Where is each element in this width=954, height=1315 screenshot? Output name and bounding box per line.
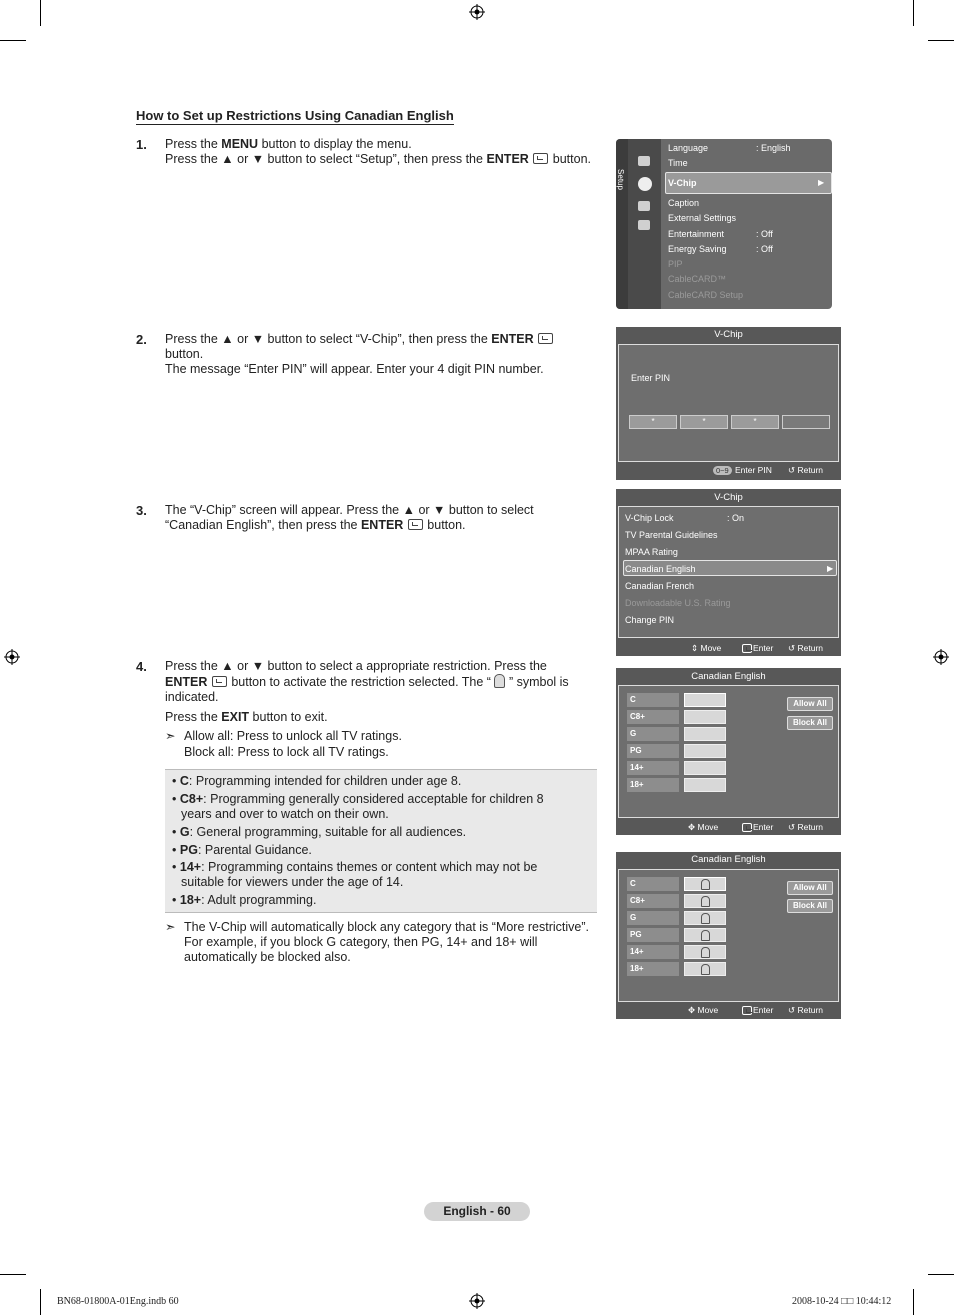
rating-lock-cell[interactable] [684, 778, 726, 792]
pin-digit-4[interactable] [782, 415, 830, 429]
text: Press the ▲ or ▼ button to select a appropriate restriction. Press the [165, 659, 547, 673]
input-icon [638, 201, 650, 211]
rating-lock-cell[interactable] [684, 877, 726, 891]
pin-panel [618, 344, 839, 462]
rating-lock-cell[interactable] [684, 761, 726, 775]
registration-mark-icon [469, 1293, 485, 1309]
enter-icon [533, 153, 548, 164]
vchip-lock-item[interactable]: V-Chip Lock [625, 513, 674, 523]
list-item [172, 825, 572, 840]
block-all-button[interactable]: Block All [787, 716, 833, 730]
rating-desc: : Programming generally considered acceptable for children 8 [203, 792, 544, 806]
enter-icon [742, 823, 752, 832]
menu-value-entertainment: : Off [756, 229, 773, 239]
allow-all-button[interactable]: Allow All [787, 697, 833, 711]
allow-all-button[interactable]: Allow All [787, 881, 833, 895]
text: button. [549, 152, 591, 166]
side-bar [616, 139, 628, 309]
menu-item-entertainment[interactable]: Entertainment [668, 229, 725, 239]
rating-lock-cell[interactable] [684, 962, 726, 976]
canadian-english-screen-unlocked [616, 668, 841, 835]
menu-item-language[interactable]: Language [668, 143, 709, 153]
footer-return[interactable]: ↺ Return [788, 643, 823, 653]
footer-return[interactable]: ↺ Return [788, 465, 823, 475]
footer-enter-pin: Enter PIN [735, 465, 772, 475]
rating-lock-cell[interactable] [684, 911, 726, 925]
text: button. [165, 347, 204, 361]
menu-item-external-settings[interactable]: External Settings [668, 213, 737, 223]
change-pin-item[interactable]: Change PIN [625, 615, 675, 625]
canadian-french-item[interactable]: Canadian French [625, 581, 695, 591]
chevron-right-icon: ▶ [818, 178, 825, 187]
rating-label: 14+ [627, 945, 679, 959]
rating-label: 18+ [627, 962, 679, 976]
key-name: ENTER [486, 152, 529, 166]
rating-desc: : Parental Guidance. [197, 843, 312, 857]
enter-icon [742, 1006, 752, 1015]
rating-label: PG [627, 744, 679, 758]
pin-digit-1[interactable]: * [629, 415, 677, 429]
pin-digit-3[interactable]: * [731, 415, 779, 429]
rating-label: 18+ [627, 778, 679, 792]
rating-label: PG [627, 928, 679, 942]
menu-item-energy-saving[interactable]: Energy Saving [668, 244, 727, 254]
note-auto-block [184, 920, 609, 965]
tv-parental-guidelines-item[interactable]: TV Parental Guidelines [625, 530, 718, 540]
footer-return[interactable]: ↺ Return [788, 822, 823, 832]
enter-icon [212, 676, 227, 687]
menu-item-pip: PIP [668, 259, 683, 269]
step-number: 3. [136, 503, 147, 518]
note-arrow-icon: ➣ [165, 729, 176, 743]
setup-gear-icon [638, 177, 652, 191]
picture-icon [638, 156, 650, 166]
list-item-cont: suitable for viewers under the age of 14. [181, 875, 404, 889]
crop-mark [913, 0, 914, 26]
vchip-pin-screen [616, 327, 841, 480]
list-item [172, 792, 572, 807]
note-allow-all: Allow all: Press to unlock all TV ratings. [184, 729, 402, 743]
footer-move: ⇕ Move [691, 643, 722, 653]
vchip-panel [618, 506, 839, 638]
note-arrow-icon: ➣ [165, 920, 176, 934]
text: The “V-Chip” screen will appear. Press the ▲ or ▼ button to select [165, 503, 534, 517]
side-icons [628, 139, 661, 309]
list-item [172, 893, 572, 908]
step-1-text [165, 137, 610, 167]
footer-move: ✥ Move [688, 822, 719, 832]
registration-mark-icon [933, 649, 949, 665]
enter-icon [742, 644, 752, 653]
number-key-icon: 0~9 [713, 466, 732, 475]
rating-lock-cell[interactable] [684, 894, 726, 908]
step-number: 1. [136, 137, 147, 152]
step-4-text [165, 659, 610, 725]
text: button to exit. [249, 710, 328, 724]
registration-mark-icon [4, 649, 20, 665]
footer-return[interactable]: ↺ Return [788, 1005, 823, 1015]
rating-label: G [627, 911, 679, 925]
rating-desc: : Adult programming. [201, 893, 317, 907]
rating-code: PG [179, 843, 198, 857]
support-icon [638, 220, 650, 230]
footer-move: ✥ Move [688, 1005, 719, 1015]
step-2-text [165, 332, 610, 377]
crop-mark [928, 1274, 954, 1275]
rating-lock-cell[interactable] [684, 945, 726, 959]
chevron-right-icon: ▶ [827, 564, 834, 573]
text: Press the [165, 137, 222, 151]
step-number: 4. [136, 659, 147, 674]
key-name: MENU [221, 137, 259, 151]
canadian-english-item[interactable]: Canadian English [625, 564, 696, 574]
crop-mark [40, 0, 41, 26]
rating-desc: : General programming, suitable for all audiences. [189, 825, 467, 839]
block-all-button[interactable]: Block All [787, 899, 833, 913]
rating-label: G [627, 727, 679, 741]
text: ” symbol is [508, 675, 569, 689]
text: For example, if you block G category, then PG, 14+ and 18+ will [184, 935, 538, 949]
text: The message “Enter PIN” will appear. Enter your 4 digit PIN number. [165, 362, 544, 376]
rating-lock-cell[interactable] [684, 693, 726, 707]
menu-item-vchip[interactable]: V-Chip [668, 178, 697, 188]
rating-label: C [627, 693, 679, 707]
pin-digit-2[interactable]: * [680, 415, 728, 429]
rating-desc: : Programming intended for children under age 8. [188, 774, 462, 788]
downloadable-us-rating-item: Downloadable U.S. Rating [625, 598, 731, 608]
text: button to activate the restriction selected. The “ [227, 675, 491, 689]
note-block-all: Block all: Press to lock all TV ratings. [184, 745, 389, 759]
screen-title: V-Chip [714, 329, 743, 340]
enter-icon [408, 519, 423, 530]
bullet: • [172, 860, 177, 874]
footer-enter: Enter [753, 822, 774, 832]
screen-title: Canadian English [691, 671, 766, 682]
step-number: 2. [136, 332, 147, 347]
key-name: EXIT [221, 710, 250, 724]
footer-enter: Enter [753, 643, 774, 653]
setup-side-label: Setup [616, 169, 625, 190]
vchip-menu-screen [616, 489, 841, 656]
rating-code: 18+ [179, 893, 202, 907]
list-item [172, 774, 572, 789]
rating-label: C8+ [627, 894, 679, 908]
key-name: ENTER [360, 518, 404, 532]
menu-item-cablecard-setup: CableCARD Setup [668, 290, 744, 300]
bullet: • [172, 792, 177, 806]
rating-lock-cell[interactable] [684, 727, 726, 741]
footer-timestamp: 2008-10-24 □□ 10:44:12 [792, 1296, 892, 1307]
rating-label: C8+ [627, 710, 679, 724]
step-3-text [165, 503, 610, 533]
mpaa-rating-item[interactable]: MPAA Rating [625, 547, 678, 557]
menu-value-language: : English [756, 143, 791, 153]
text: automatically be blocked also. [184, 950, 351, 964]
rating-desc: : Programming contains themes or content which may not be [201, 860, 538, 874]
footer-enter: Enter [753, 1005, 774, 1015]
canadian-english-screen-locked [616, 852, 841, 1019]
crop-mark [40, 1289, 41, 1315]
bullet: • [172, 825, 177, 839]
vchip-lock-value: : On [727, 513, 745, 523]
rating-lock-cell[interactable] [684, 744, 726, 758]
text: “Canadian English”, then press the [165, 518, 361, 532]
page-number-badge: English - 60 [424, 1202, 530, 1221]
menu-item-cablecard: CableCARD™ [668, 274, 727, 284]
rating-code: 14+ [179, 860, 202, 874]
section-heading: How to Set up Restrictions Using Canadian English [136, 108, 454, 123]
menu-item-time[interactable]: Time [668, 158, 688, 168]
text: Press the ▲ or ▼ button to select “Setup”, then press the [165, 152, 487, 166]
rating-code: C [179, 774, 189, 788]
crop-mark [0, 40, 26, 41]
text: Press the ▲ or ▼ button to select “V-Chip”, then press the [165, 332, 492, 346]
ratings-box [165, 769, 597, 913]
list-item [172, 860, 572, 875]
enter-pin-label: Enter PIN [631, 373, 671, 383]
rating-lock-cell[interactable] [684, 710, 726, 724]
rating-panel [618, 869, 839, 1002]
text: The V-Chip will automatically block any category that is “More restrictive”. [184, 920, 590, 934]
screen-title: V-Chip [714, 492, 743, 503]
bullet: • [172, 774, 177, 788]
footer-file-name: BN68-01800A-01Eng.indb 60 [57, 1296, 179, 1307]
rating-label: 14+ [627, 761, 679, 775]
text: Press the [165, 710, 222, 724]
text: button to display the menu. [258, 137, 412, 151]
text: indicated. [165, 690, 219, 704]
enter-icon [538, 333, 553, 344]
setup-menu-screen [616, 139, 832, 309]
registration-mark-icon [469, 4, 485, 20]
rating-lock-cell[interactable] [684, 928, 726, 942]
crop-mark [0, 1274, 26, 1275]
text: button. [423, 518, 466, 532]
list-item-cont: years and over to watch on their own. [181, 807, 389, 821]
crop-mark [913, 1289, 914, 1315]
key-name: ENTER [165, 675, 208, 689]
rating-code: C8+ [179, 792, 204, 806]
rating-label: C [627, 877, 679, 891]
list-item [172, 843, 572, 858]
menu-item-caption[interactable]: Caption [668, 198, 700, 208]
rating-code: G [179, 825, 190, 839]
crop-mark [928, 40, 954, 41]
lock-icon [494, 674, 505, 688]
bullet: • [172, 843, 177, 857]
key-name: ENTER [491, 332, 534, 346]
menu-value-energy-saving: : Off [756, 244, 773, 254]
screen-title: Canadian English [691, 854, 766, 865]
bullet: • [172, 893, 177, 907]
rating-panel [618, 685, 839, 818]
